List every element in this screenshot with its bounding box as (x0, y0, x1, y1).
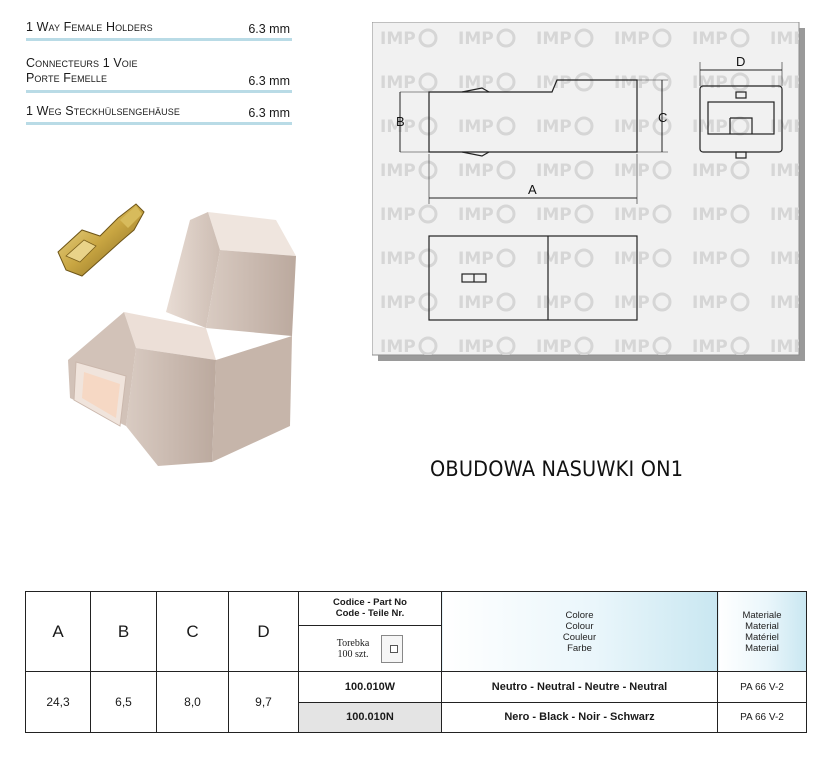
title-german (26, 100, 292, 125)
row-1-material: PA 66 V-2 (718, 672, 807, 702)
title-french-size: 6.3 mm (248, 74, 290, 88)
title-block (26, 14, 292, 132)
header-materiale-line1: Materiale (742, 609, 782, 621)
dimension-label-c: C (658, 110, 668, 125)
header-bag (299, 625, 442, 672)
title-english-size: 6.3 mm (248, 22, 290, 36)
product-photo (40, 190, 320, 480)
header-colore-line1: Colore (565, 609, 594, 621)
header-colore-line4: Farbe (567, 642, 592, 654)
product-name: OBUDOWA NASUWKI ON1 (430, 457, 684, 481)
row-1-color: Neutro - Neutral - Neutre - Neutral (442, 672, 718, 702)
row-2-color: Nero - Black - Noir - Schwarz (442, 702, 718, 732)
title-french (26, 48, 292, 93)
terminal-image (58, 204, 144, 276)
value-a: 24,3 (26, 672, 91, 733)
title-english (26, 14, 292, 41)
header-colore-line3: Couleur (562, 631, 597, 643)
header-colore (442, 592, 718, 672)
title-german-name: 1 Weg Steckhülsengehäuse (26, 104, 180, 118)
header-code-line2: Code - Teile Nr. (335, 608, 405, 620)
title-french-name-line1: Connecteurs 1 Voie (26, 56, 138, 70)
title-english-name: 1 Way Female Holders (26, 20, 153, 34)
row-1-code: 100.010W (299, 672, 442, 702)
dimension-label-b: B (396, 114, 405, 129)
value-b: 6,5 (91, 672, 157, 733)
header-materiale-line4: Material (745, 642, 779, 654)
header-materiale-line2: Material (745, 620, 779, 632)
header-materiale-line3: Matériel (745, 631, 779, 643)
bag-icon (381, 635, 403, 663)
technical-drawing (372, 22, 805, 361)
header-code (299, 592, 442, 626)
header-d: D (229, 592, 299, 672)
title-german-size: 6.3 mm (248, 106, 290, 120)
row-2-material: PA 66 V-2 (718, 702, 807, 732)
dimension-label-a: A (528, 182, 537, 197)
header-b: B (91, 592, 157, 672)
title-french-name-line2: Porte Femelle (26, 71, 108, 85)
header-colore-line2: Colour (565, 620, 594, 632)
row-2-code: 100.010N (299, 702, 442, 732)
header-bag-line2: 100 szt. (337, 648, 369, 660)
header-materiale (718, 592, 807, 672)
header-a: A (26, 592, 91, 672)
spec-table (25, 591, 807, 733)
value-d: 9,7 (229, 672, 299, 733)
header-code-line1: Codice - Part No (333, 597, 407, 609)
header-c: C (157, 592, 229, 672)
value-c: 8,0 (157, 672, 229, 733)
header-bag-line1: Torebka (336, 637, 370, 649)
dimension-label-d: D (736, 54, 746, 69)
